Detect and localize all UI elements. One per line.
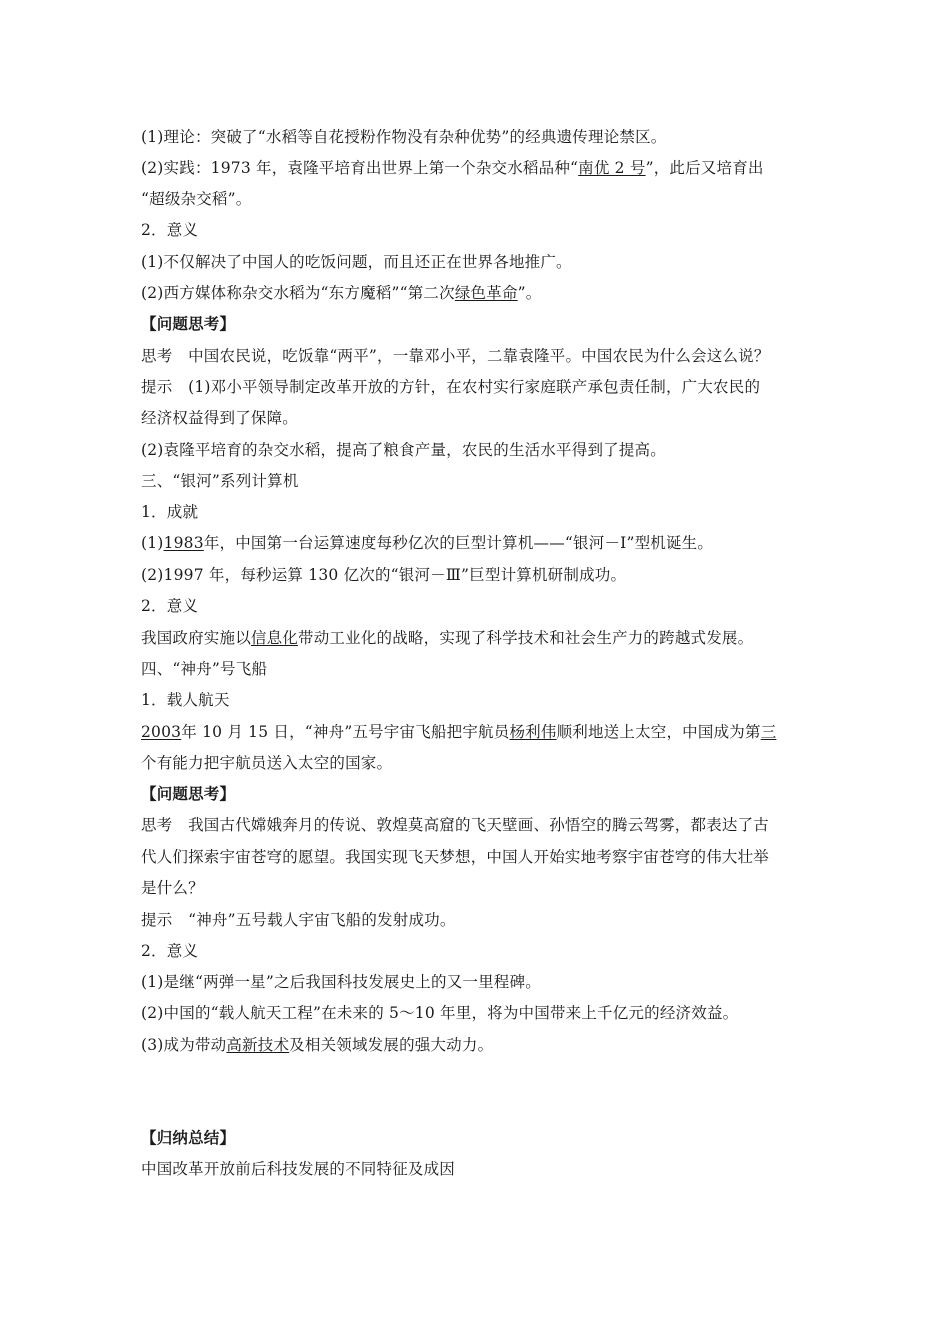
significance-item-2: (2)西方媒体称杂交水稻为“东方魔稻”“第二次绿色革命”。 (141, 284, 542, 302)
practice-line: (2)实践：1973 年，袁隆平培育出世界上第一个杂交水稻品种“南优 2 号”，此后又培育出 (141, 159, 764, 177)
manned-heading: 1．载人航天 (141, 691, 230, 709)
manned-text-cont: 个有能力把宇航员送入太空的国家。 (141, 754, 393, 772)
question-text: 思考 中国农民说，吃饭靠“两平”，一靠邓小平，二靠袁隆平。中国农民为什么会这么说？ (141, 347, 770, 365)
significance-heading: 2．意义 (141, 597, 199, 615)
achievement-item-1: (1)1983年，中国第一台运算速度每秒亿次的巨型计算机——“银河－Ⅰ”型机诞生。 (141, 534, 714, 552)
significance-item-1: (1)是继“两弹一星”之后我国科技发展史上的又一里程碑。 (141, 973, 541, 991)
summary-heading: 【归纳总结】 (141, 1128, 236, 1147)
achievement-heading: 1．成就 (141, 503, 199, 521)
hint-text-cont: 经济权益得到了保障。 (141, 409, 299, 427)
manned-text: 2003年 10 月 15 日，“神舟”五号宇宙飞船把宇航员杨利伟顺利地送上太空，中国成为第三 (141, 723, 777, 741)
significance-item-2: (2)中国的“载人航天工程”在未来的 5～10 年里，将为中国带来上千亿元的经济效益。 (141, 1004, 739, 1022)
practice-line-cont: “超级杂交稻”。 (141, 190, 252, 208)
section-heading-yinhe: 三、“银河”系列计算机 (141, 472, 299, 490)
hint-text: 提示 “神舟”五号载人宇宙飞船的发射成功。 (141, 911, 456, 929)
significance-item-3: (3)成为带动高新技术及相关领域发展的强大动力。 (141, 1036, 494, 1054)
hint-item-2: (2)袁隆平培育的杂交水稻，提高了粮食产量，农民的生活水平得到了提高。 (141, 441, 666, 459)
achievement-item-2: (2)1997 年，每秒运算 130 亿次的“银河－Ⅲ”巨型计算机研制成功。 (141, 566, 627, 584)
question-text-cont: 代人们探索宇宙苍穹的愿望。我国实现飞天梦想，中国人开始实地考察宇宙苍穹的伟大壮举 (141, 848, 770, 866)
significance-heading: 2．意义 (141, 221, 199, 239)
significance-text: 我国政府实施以信息化带动工业化的战略，实现了科学技术和社会生产力的跨越式发展。 (141, 629, 754, 647)
question-text-end: 是什么？ (141, 879, 204, 897)
hint-text: 提示 (1)邓小平领导制定改革开放的方针，在农村实行家庭联产承包责任制，广大农民的 (141, 378, 761, 396)
significance-item-1: (1)不仅解决了中国人的吃饭问题，而且还正在世界各地推广。 (141, 253, 572, 271)
question-heading: 【问题思考】 (141, 314, 236, 333)
summary-text: 中国改革开放前后科技发展的不同特征及成因 (141, 1160, 456, 1178)
theory-line: (1)理论：突破了“水稻等自花授粉作物没有杂种优势”的经典遗传理论禁区。 (141, 128, 667, 146)
section-heading-shenzhou: 四、“神舟”号飞船 (141, 660, 268, 678)
question-text: 思考 我国古代嫦娥奔月的传说、敦煌莫高窟的飞天壁画、孙悟空的腾云驾雾，都表达了古 (141, 816, 770, 834)
significance-heading: 2．意义 (141, 942, 199, 960)
question-heading: 【问题思考】 (141, 784, 236, 803)
